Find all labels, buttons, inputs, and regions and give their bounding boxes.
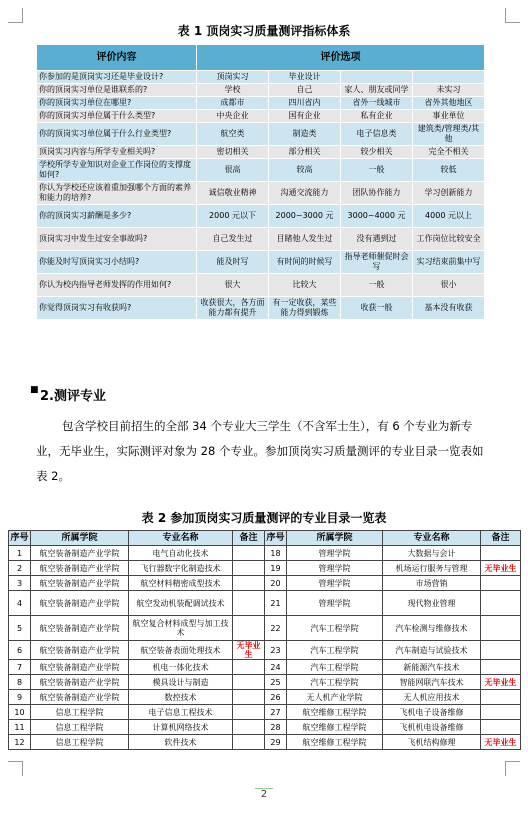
college-cell: 航空维修工程学院 xyxy=(287,705,383,720)
row-number: 5 xyxy=(9,616,31,641)
college-cell: 信息工程学院 xyxy=(31,705,129,720)
row-number: 11 xyxy=(9,720,31,735)
major-cell: 模具设计与制造 xyxy=(129,675,233,690)
table-row xyxy=(37,97,485,110)
header-major-2: 专业名称 xyxy=(383,531,481,546)
option-cell: 未实习 xyxy=(413,84,485,97)
major-cell: 汽车检测与维修技术 xyxy=(383,616,481,641)
header-no-2: 序号 xyxy=(265,531,287,546)
crop-mark-top-left xyxy=(8,8,23,23)
option-cell: 完全不相关 xyxy=(413,146,485,159)
option-cell: 私有企业 xyxy=(341,110,413,123)
option-cell: 顶岗实习 xyxy=(197,71,269,84)
college-cell: 管理学院 xyxy=(287,561,383,576)
college-cell: 信息工程学院 xyxy=(31,735,129,750)
remark-cell xyxy=(233,546,265,561)
remark-cell xyxy=(481,546,521,561)
major-cell: 现代物业管理 xyxy=(383,591,481,616)
college-cell: 无人机产业学院 xyxy=(287,690,383,705)
option-cell: 学校 xyxy=(197,84,269,97)
option-cell: 部分相关 xyxy=(269,146,341,159)
college-cell: 航空装备制造产业学院 xyxy=(31,561,129,576)
major-cell: 航空复合材料成型与加工技术 xyxy=(129,616,233,641)
college-cell: 管理学院 xyxy=(287,546,383,561)
major-cell: 航空发动机装配调试技术 xyxy=(129,591,233,616)
option-cell: 一般 xyxy=(341,159,413,182)
major-cell: 汽车制造与试验技术 xyxy=(383,641,481,660)
header-eval-options: 评价选项 xyxy=(197,45,485,71)
row-number: 19 xyxy=(265,561,287,576)
major-cell: 市场营销 xyxy=(383,576,481,591)
remark-cell xyxy=(481,591,521,616)
row-number: 28 xyxy=(265,720,287,735)
crop-mark-bottom-left xyxy=(8,761,23,776)
major-cell: 软件技术 xyxy=(129,735,233,750)
option-cell: 指导老师催促时会写 xyxy=(341,251,413,274)
row-number: 9 xyxy=(9,690,31,705)
option-cell: 没有遇到过 xyxy=(341,228,413,251)
remark-cell xyxy=(233,591,265,616)
option-cell: 毕业设计 xyxy=(269,71,341,84)
college-cell: 航空装备制造产业学院 xyxy=(31,591,129,616)
major-cell: 飞机结构修理 xyxy=(383,735,481,750)
table-row xyxy=(9,690,521,705)
option-cell: 建筑类/管理类/其他 xyxy=(413,123,485,146)
table-row xyxy=(37,228,485,251)
option-cell: 自己 xyxy=(269,84,341,97)
major-cell: 无人机应用技术 xyxy=(383,690,481,705)
college-cell: 航空装备制造产业学院 xyxy=(31,675,129,690)
option-cell: 四川省内 xyxy=(269,97,341,110)
major-cell: 智能网联汽车技术 xyxy=(383,675,481,690)
option-cell xyxy=(341,71,413,84)
major-cell: 航空装备表面处理技术 xyxy=(129,641,233,660)
option-cell: 较高 xyxy=(269,159,341,182)
option-cell: 电子信息类 xyxy=(341,123,413,146)
college-cell: 航空装备制造产业学院 xyxy=(31,616,129,641)
row-number: 6 xyxy=(9,641,31,660)
college-cell: 汽车工程学院 xyxy=(287,641,383,660)
crop-mark-bottom-right xyxy=(505,761,520,776)
row-number: 10 xyxy=(9,705,31,720)
table-row xyxy=(37,274,485,297)
question-cell: 你能及时写顶岗实习小结吗? xyxy=(37,251,197,274)
college-cell: 航空维修工程学院 xyxy=(287,735,383,750)
remark-cell: 无毕业生 xyxy=(481,735,521,750)
table1-caption: 表 1 顶岗实习质量测评指标体系 xyxy=(177,24,351,38)
table-row xyxy=(37,84,485,97)
college-cell: 管理学院 xyxy=(287,591,383,616)
major-cell: 飞机机电设备维修 xyxy=(383,720,481,735)
option-cell: 有一定收获，某些能力得到锻炼 xyxy=(269,297,341,320)
remark-cell xyxy=(481,616,521,641)
option-cell: 很大 xyxy=(197,274,269,297)
remark-cell xyxy=(233,660,265,675)
option-cell: 2000 元以下 xyxy=(197,205,269,228)
remark-cell xyxy=(233,705,265,720)
option-cell: 省外其他地区 xyxy=(413,97,485,110)
college-cell: 航空装备制造产业学院 xyxy=(31,576,129,591)
option-cell: 学习创新能力 xyxy=(413,182,485,205)
question-cell: 学校所学专业知识对企业工作岗位的支撑度如何? xyxy=(37,159,197,182)
bullet-icon: ■ xyxy=(30,385,39,395)
table-row xyxy=(37,123,485,146)
major-cell: 机场运行服务与管理 xyxy=(383,561,481,576)
question-cell: 你的顶岗实习单位在哪里? xyxy=(37,97,197,110)
remark-cell xyxy=(233,561,265,576)
remark-cell xyxy=(233,576,265,591)
question-cell: 你的顶岗实习单位属于什么类型? xyxy=(37,110,197,123)
major-cell: 飞机电子设备维修 xyxy=(383,705,481,720)
row-number: 24 xyxy=(265,660,287,675)
option-cell: 沟通交流能力 xyxy=(269,182,341,205)
major-list-table xyxy=(8,530,521,750)
header-eval-content: 评价内容 xyxy=(37,45,197,71)
remark-cell: 无毕业生 xyxy=(233,641,265,660)
row-number: 1 xyxy=(9,546,31,561)
option-cell: 收获很大，各方面能力都有提升 xyxy=(197,297,269,320)
option-cell: 密切相关 xyxy=(197,146,269,159)
question-cell: 你的顶岗实习单位是谁联系的? xyxy=(37,84,197,97)
major-cell: 电子信息工程技术 xyxy=(129,705,233,720)
header-college: 所属学院 xyxy=(31,531,129,546)
option-cell xyxy=(413,71,485,84)
indicator-table xyxy=(36,44,485,320)
major-cell: 航空材料精密成型技术 xyxy=(129,576,233,591)
option-cell: 团队协作能力 xyxy=(341,182,413,205)
option-cell: 制造类 xyxy=(269,123,341,146)
option-cell: 航空类 xyxy=(197,123,269,146)
section-paragraph: 包含学校目前招生的全部 34 个专业大三学生（不含军士生），有 6 个专业为新专业，无毕业生，实际测评对象为 28 个专业。参加顶岗实习质量测评的专业目录一览表如表 2。 xyxy=(36,419,484,483)
row-number: 21 xyxy=(265,591,287,616)
option-cell: 工作岗位比较安全 xyxy=(413,228,485,251)
row-number: 8 xyxy=(9,675,31,690)
option-cell: 自己发生过 xyxy=(197,228,269,251)
option-cell: 较低 xyxy=(413,159,485,182)
option-cell: 有时间的时候写 xyxy=(269,251,341,274)
major-cell: 飞行器数字化制造技术 xyxy=(129,561,233,576)
option-cell: 比较大 xyxy=(269,274,341,297)
page-number: 2 xyxy=(0,789,528,800)
question-cell: 你参加的是顶岗实习还是毕业设计? xyxy=(37,71,197,84)
option-cell: 能及时写 xyxy=(197,251,269,274)
table-row xyxy=(9,660,521,675)
major-cell: 大数据与会计 xyxy=(383,546,481,561)
major-cell: 新能源汽车技术 xyxy=(383,660,481,675)
option-cell: 基本没有收获 xyxy=(413,297,485,320)
remark-cell xyxy=(233,675,265,690)
remark-cell xyxy=(481,720,521,735)
table-row xyxy=(37,159,485,182)
remark-cell xyxy=(233,616,265,641)
question-cell: 顶岗实习内容与所学专业相关吗? xyxy=(37,146,197,159)
remark-cell xyxy=(481,705,521,720)
table-row xyxy=(37,146,485,159)
remark-cell xyxy=(481,576,521,591)
table-row xyxy=(37,182,485,205)
option-cell: 省外一线城市 xyxy=(341,97,413,110)
section-heading xyxy=(30,385,106,404)
remark-cell xyxy=(233,690,265,705)
option-cell: 2000~3000 元 xyxy=(269,205,341,228)
college-cell: 汽车工程学院 xyxy=(287,660,383,675)
table-row xyxy=(37,205,485,228)
table-row xyxy=(9,720,521,735)
college-cell: 汽车工程学院 xyxy=(287,675,383,690)
table-row xyxy=(9,735,521,750)
option-cell: 4000 元以上 xyxy=(413,205,485,228)
table2-caption: 表 2 参加顶岗实习质量测评的专业目录一览表 xyxy=(141,511,387,525)
college-cell: 航空维修工程学院 xyxy=(287,720,383,735)
table-row xyxy=(37,251,485,274)
major-cell: 机电一体化技术 xyxy=(129,660,233,675)
option-cell: 家人、朋友或同学 xyxy=(341,84,413,97)
remark-cell xyxy=(481,690,521,705)
row-number: 12 xyxy=(9,735,31,750)
table-row xyxy=(9,616,521,641)
remark-cell xyxy=(481,641,521,660)
row-number: 2 xyxy=(9,561,31,576)
table-row xyxy=(9,546,521,561)
row-number: 18 xyxy=(265,546,287,561)
crop-mark-top-right xyxy=(505,8,520,23)
question-cell: 你觉得顶岗实习有收获吗? xyxy=(37,297,197,320)
table-row xyxy=(9,641,521,660)
table-row xyxy=(9,576,521,591)
question-cell: 你认为校内指导老师发挥的作用如何? xyxy=(37,274,197,297)
remark-cell xyxy=(233,735,265,750)
table-row xyxy=(9,591,521,616)
remark-cell: 无毕业生 xyxy=(481,675,521,690)
table-row xyxy=(37,71,485,84)
row-number: 29 xyxy=(265,735,287,750)
remark-cell xyxy=(481,660,521,675)
header-college-2: 所属学院 xyxy=(287,531,383,546)
option-cell: 目睹他人发生过 xyxy=(269,228,341,251)
option-cell: 事业单位 xyxy=(413,110,485,123)
question-cell: 顶岗实习中发生过安全事故吗? xyxy=(37,228,197,251)
question-cell: 你认为学校还应该着重加强哪个方面的素养和能力的培养? xyxy=(37,182,197,205)
option-cell: 收获一般 xyxy=(341,297,413,320)
row-number: 20 xyxy=(265,576,287,591)
table-row xyxy=(37,297,485,320)
row-number: 3 xyxy=(9,576,31,591)
option-cell: 成都市 xyxy=(197,97,269,110)
header-no: 序号 xyxy=(9,531,31,546)
table-row xyxy=(9,675,521,690)
major-cell: 计算机网络技术 xyxy=(129,720,233,735)
option-cell: 中央企业 xyxy=(197,110,269,123)
table-row xyxy=(37,110,485,123)
college-cell: 汽车工程学院 xyxy=(287,616,383,641)
table-row xyxy=(9,705,521,720)
row-number: 22 xyxy=(265,616,287,641)
major-cell: 数控技术 xyxy=(129,690,233,705)
college-cell: 信息工程学院 xyxy=(31,720,129,735)
row-number: 26 xyxy=(265,690,287,705)
option-cell: 诚信敬业精神 xyxy=(197,182,269,205)
row-number: 23 xyxy=(265,641,287,660)
college-cell: 航空装备制造产业学院 xyxy=(31,660,129,675)
question-cell: 你的顶岗实习单位属于什么行业类型? xyxy=(37,123,197,146)
row-number: 27 xyxy=(265,705,287,720)
college-cell: 航空装备制造产业学院 xyxy=(31,690,129,705)
option-cell: 3000~4000 元 xyxy=(341,205,413,228)
table-row xyxy=(9,561,521,576)
option-cell: 一般 xyxy=(341,274,413,297)
header-major: 专业名称 xyxy=(129,531,233,546)
option-cell: 国有企业 xyxy=(269,110,341,123)
row-number: 25 xyxy=(265,675,287,690)
header-remark-2: 备注 xyxy=(481,531,521,546)
header-remark: 备注 xyxy=(233,531,265,546)
remark-cell xyxy=(233,720,265,735)
question-cell: 你的顶岗实习薪酬是多少? xyxy=(37,205,197,228)
section-title: 2.测评专业 xyxy=(40,389,106,404)
remark-cell: 无毕业生 xyxy=(481,561,521,576)
college-cell: 航空装备制造产业学院 xyxy=(31,641,129,660)
option-cell: 很高 xyxy=(197,159,269,182)
row-number: 7 xyxy=(9,660,31,675)
option-cell: 实习结束前集中写 xyxy=(413,251,485,274)
option-cell: 很小 xyxy=(413,274,485,297)
row-number: 4 xyxy=(9,591,31,616)
major-cell: 电气自动化技术 xyxy=(129,546,233,561)
college-cell: 管理学院 xyxy=(287,576,383,591)
option-cell: 较少相关 xyxy=(341,146,413,159)
college-cell: 航空装备制造产业学院 xyxy=(31,546,129,561)
